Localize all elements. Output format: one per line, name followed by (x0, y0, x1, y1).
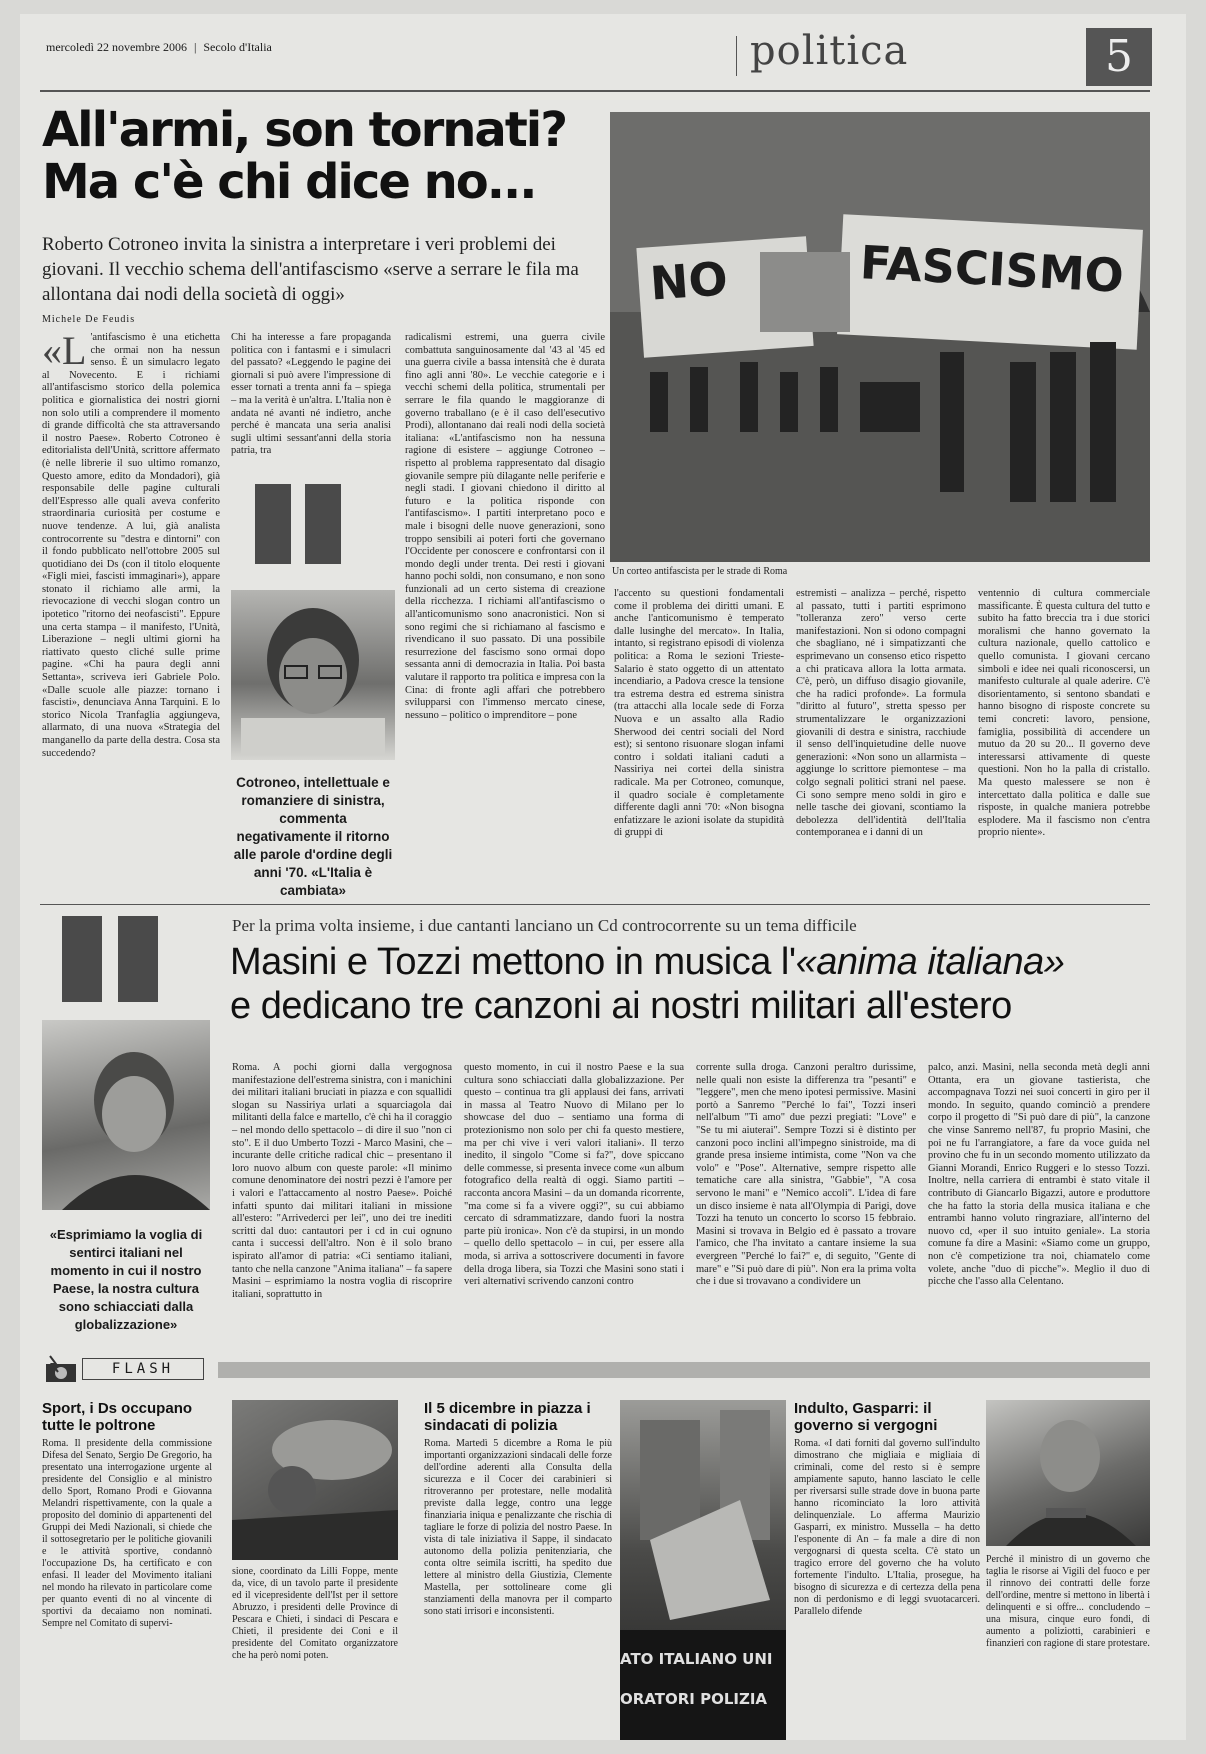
second-headline-line1 (230, 940, 1160, 984)
protest-illustration (620, 1400, 786, 1740)
banner-text-left: NO (648, 251, 730, 311)
lead-column-6: ventennio di cultura commerciale massificante. È questa cultura del tutto e subito ha fatto breccia tra i due storici moralismi che hanno governato la cultura nazionale, quello cattolico e quello comunista. I giovani cercano simboli e idee nei quali riconoscersi, un manifesto culturale al quale aderire. C'è disorientamento, si sentono sbandati e hanno bisogno di risposte concrete su temi concreti: lavoro, pensione, famiglia, possibilità di accendere un mutuo da 20 su 20... Il governo deve interessarsi attivamente di queste questioni. Non ho la palla di cristallo. Ma questo malessere se non è intercettato dalla politica e dalle sue risposte, in qualche maniera potrebbe esplodere. Ma il fascismo non c'entra proprio niente». (978, 588, 1150, 839)
lead-column-1 (42, 332, 220, 867)
second-headline (230, 940, 1160, 1028)
flash-label: FLASH (82, 1358, 204, 1380)
gasparri-photo (986, 1400, 1150, 1546)
lead-column-2: Chi ha interesse a fare propaganda politica con i fantasmi e i simulacri del passato? «Leggendo le pagine dei giornali si può avere l'impressione di esser tornati a trenta anni fa – spiega – ma la verità è un'altra. L'Italia non è andata né avanti né indietro, anche perché è mancata una seria analisi sugli ultimi sessant'anni della storia patria, tra (231, 332, 391, 457)
lead-photo (610, 112, 1150, 562)
second-headline-line1-main: Masini e Tozzi mettono in musica l' (230, 941, 796, 983)
lead-byline: Michele De Feudis (42, 314, 136, 325)
brief1-text: Roma. Il presidente della commissione Difesa del Senato, Sergio De Gregorio, ha presentato una interrogazione urgente al presidente del Consiglio e al ministro dello Sport, Romano Prodi e Giovanna Melandri rispettivamente, con la quale a proposito del dominio di appartenenti del Gruppi dei Medi Nazionali, si chiede che il sottosegretario per le politiche giovanili e le attività sportive, condannò l'occupazione Ds, ha certificato e con enfasi. Il leader del Movimento italiani nel mondo ha rilevato in particolare come per quanto eventi di no al vincente di sportivi da decaiamo non nominati. Sempre nel Comitato di supervi- (42, 1438, 212, 1629)
brief1-title: Sport, i Ds occupano tutte le poltrone (42, 1400, 193, 1434)
lead-headline-line2: Ma c'è chi dice no... (42, 154, 536, 210)
paper-name: Secolo d'Italia (203, 40, 272, 54)
lead-column-4: l'accento su questioni fondamentali come il problema dei diritti umani. E anche l'anticomunismo è temperato dalle lusinghe del mercato». In Italia, intanto, si registrano episodi di violenza politica: a Roma le sezioni Trieste-Salario è stato oggetto di un attentato incendiario, a Padova cresce la tensione tra estrema destra ed estrema sinistra (tra attacchi alla locale sede di Forza Nuova e un assalto alla Radio Sherwood dei centri sociali del Nord est); si sentono risuonare slogan infami contro i soldati italiani caduti a Nassiriya nei cortei della sinistra radicale. Ma per Cotroneo, comunque, il quadro sociale è completamente differente dagli anni '70: «Non bisogna enfatizzare le azioni isolate da stupidità di gruppi di (614, 588, 784, 839)
quote-mark-icon (118, 916, 158, 1002)
banner-text-line2: ORATORI POLIZIA (620, 1690, 768, 1708)
second-pullquote: «Esprimiamo la voglia di sentirci italiani nel momento in cui il nostro Paese, la nostra cultura sono schiacciati dalla globalizzazione» (49, 1227, 203, 1332)
issue-date: mercoledì 22 novembre 2006 (46, 40, 187, 54)
flag-illustration (232, 1400, 398, 1560)
brief2-text: Roma. Martedì 5 dicembre a Roma le più importanti organizzazioni sindacali delle forze dell'ordine aderenti alla Consulta della sicurezza e il Cocer dei carabinieri si ritroveranno per protestare, nelle modalità previste dalla legge, contro una legge finanziaria iniqua e penalizzante che rischia di tagliare le forze di polizia del nostro Paese. In vista di tale iniziativa il Sappe, il sindacato autonomo della polizia penitenziaria, che conta oltre seimila iscritti, ha spedito due lettere al ministro della Giustizia, Clemente Mastella, per sottolineare come gli stanziamenti della manovra per il comparto sono stati irrisori e inconsistenti. (424, 1438, 612, 1617)
lead-dropcap: «L (42, 332, 87, 373)
camera-flash-icon (42, 1354, 80, 1384)
second-column-3: corrente sulla droga. Canzoni peraltro durissime, nelle quali non esiste la differenza tra "pesanti" e "leggere", men che meno ipotesi permissive. Masini portò a Sanremo "Perché lo fai", Tozzi inserì nell'album "Ti amo" due pezzi pregiati: "Love" e "Se tu mi aiuterai". Sempre Tozzi si è distinto per canzoni poco inclini all'impegno sinistroide, ma di grande presa insieme intimista, come "Non va che volo" e "Pose". Alternative, sempre rispetto alle tematiche care alla sinistra, "Gabbie", "A cosa servono le mani" e "Nemico accoli". L'idea di fare un disco insieme è nata all'Olympia di Parigi, dove Tozzi ha tenuto un concerto lo scorso 15 febbraio. Masini si trovava in Belgio ed è passato a trovare l'amico, che l'ha invitato a cantare insieme la sua evergreen "Perché lo fai?" e, di seguito, "Gente di mare" e "Si può dare di più". Non era la prima volta che i due si trovavano a condividere un (696, 1062, 916, 1288)
flash-bar (218, 1362, 1150, 1378)
lead-photo-caption: Un corteo antifascista per le strade di Roma (612, 566, 788, 577)
singer-illustration (42, 1020, 210, 1210)
lead-headline (42, 104, 622, 208)
banner-text-right: FASCISMO (858, 235, 1125, 303)
quote-mark-icon (62, 916, 102, 1002)
brief3-text: Roma. «I dati forniti dal governo sull'indulto dimostrano che migliaia e migliaia di criminali, come del resto si è sempre ampiamente saputo, hanno lasciato le celle per riversarsi sulle strade dove in buona parte hanno ricominciato la loro attività delinquenziale. Lo afferma Maurizio Gasparri, ex ministro. Mussella – ha detto l'esponente di An – fa male a dire di non vergognarsi di questa scelta. C'è stato un tragico errore del governo che ha voluto fortemente l'indulto. L'Italia, prosegue, ha bisogno di sicurezza e di certezza della pena non di perdonismo e di leggi svuotacarceri. Parallelo difende (794, 1438, 980, 1617)
newspaper-page (20, 14, 1186, 1740)
lead-deck: Roberto Cotroneo invita la sinistra a interpretare i veri problemi dei giovani. Il vecchio schema dell'antifascismo «serve a serrare le fila ma allontana dai nodi della società di oggi» (42, 234, 579, 305)
author-caption: Cotroneo, intellettuale e romanziere di sinistra, commenta negativamente il ritorno alle parole d'ordine degli anni '70. «L'Italia è cambiata» (233, 775, 393, 898)
brief2-left-photo (232, 1400, 398, 1560)
police-protest-photo (620, 1400, 786, 1740)
lead-column-1-text: 'antifascismo è una etichetta che ormai non ha nessun senso. È un simulacro legato al Novecento. E i richiami all'antifascismo storico della polemica politica e giornalistica dei nostri giorni non solo utili a comprendere il momento di grande difficoltà che sta attraversando il nostro Paese». Roberto Cotroneo è editorialista dell'Unità, scrittore affermato (è nelle librerie il suo ultimo romanzo, Questo amore, edito da Mondadori), già responsabile delle pagine culturali dell'Espresso alle quali aveva conferito straordinaria curiosità per costume e nuove tendenze. A lui, già analista controcorrente su "destra e dintorni" con il fondo pubblicato nell'ottobre 2005 sul quotidiano dei Ds (con il titolo eloquente «Figli miei, fascisti immaginari»), appare stonato il richiamo alle armi, la rievocazione di vecchi slogan contro un ipotetico "ritorno dei neofascisti". Eppure una certa stampa – il manifesto, l'Unità, Liberazione – negli ultimi giorni ha riattivato questo cliché sulle prime pagine. «Chi ha paura degli anni Settanta», scriveva ieri Gabriele Polo. «Dalle scuole alle piazze: tornano i fascisti», denunciava Anna Tarquini. E lo storico Nicola Tranfaglia aggiungeva, allarmato, di una nuova «Strategia del manganello da parte della destra. Cosa sta succedendo? (42, 332, 220, 759)
second-headline-emphasis: «anima italiana» (795, 941, 1065, 983)
quote-mark-icon (305, 484, 341, 564)
banner-text-line1: ATO ITALIANO UNI (620, 1650, 773, 1668)
page-number: 5 (1086, 28, 1152, 86)
lead-column-5: estremisti – analizza – perché, rispetto al passato, tutti i partiti esprimono "tolleranza zero" verso certe manifestazioni. Non si odono compagni che sbagliano, né i simpatizzanti che esprimevano un consenso etico rispetto a chi praticava allora la lotta armata. C'è, però, un diffuso disagio giovanile, che ha radici profonde». La formula "diritto al futuro", stretta spesso per strumentalizzare le organizzazioni giovanili di destra e sinistra, racchiude il senso dell'inquietudine delle nuove generazioni: «Non sono un allarmista – aggiunge lo scrittore piemontese – ma colgo segnali politici strani nel paese. Ci sono sempre meno soldi in giro e nelle tasche dei giovani, scontiamo la debolezza dell'identità dell'Italia contemporanea e i danni di un (796, 588, 966, 839)
masthead-date-line: mercoledì 22 novembre 2006 | Secolo d'Italia (46, 40, 272, 54)
politician-illustration (986, 1400, 1150, 1546)
quote-mark-icon (255, 484, 291, 564)
singer-photo (42, 1020, 210, 1210)
section-name: politica (750, 28, 909, 74)
second-kicker: Per la prima volta insieme, i due cantanti lanciano un Cd controcorrente su un tema difficile (232, 916, 857, 935)
lead-column-3: radicalismi estremi, una guerra civile combattuta sanguinosamente dal '43 al '45 ed una guerra civile a bassa intensità che è durata fino agli anni '80». Le vecchie categorie e i vecchi schemi della politica, strumentali per serrare le fila quando le maggioranze di governo traballano (e è il caso dell'esecutivo Prodi), allontanano dai reali nodi della società italiana: «L'antifascismo non ha nessuna ragione di esistere – aggiunge Cotroneo – rispetto al problema rappresentato dal disagio giovanile sempre più dilagante nelle periferie e negli stadi. I giovani chiedono il diritto al futuro e la politica risponde con l'antifascismo». I partiti interpretano poco e male i bisogni delle nuove generazioni, sono troppo sensibili ai poteri forti che governano l'Occidente per conoscere e confrontarsi con il mondo degli under trenta. Dei resti i giovani hanno pochi soldi, non consumano, e non sono funzionali ad un certo sistema di creazione della ricchezza. I richiami all'antifascismo o all'anticomunismo sono anacronistici. Non si sono regimi che si richiamano al fascismo e rivendicano il suo passato. Di una possibile resurrezione del fascismo sono ormai dopo sessanta anni di democrazia in Italia. Poi basta valutare il rapporto tra politica e impresa con la Cina: di fronte agli affari che potrebbero svilupparsi con l'immenso mercato cinese, nessuno – politico o imprenditore – pone (405, 332, 605, 721)
author-portrait (231, 590, 395, 760)
brief3-caption: Perché il ministro di un governo che taglia le risorse ai Vigili del fuoco e per il rinnovo dei contratti delle forze dell'ordine, mentre si mettono in libertà i delinquenti e si offre... concludendo – una misura, cinque euro fondi, di aumento a poliziotti, carabinieri e finanzieri con ragione di stare protestare. (986, 1554, 1150, 1649)
brief2-left-text: sione, coordinato da Lilli Foppe, mente da, vice, di un tavolo parte il presidente ed il vicepresidente dell'Ist per il settore Abruzzo, i presidenti delle Province di Pescara e Chieti, i sindaci di Pescara e Chieti, il presidente dei Coni e il presidente del Comitato organizzatore che ha però nomi poten. (232, 1566, 398, 1661)
second-column-4: palco, anzi. Masini, nella seconda metà degli anni Ottanta, era un giovane tastierista, che accompagnava Tozzi nei suoi concerti in giro per il mondo. In seguito, quando cominciò a prendere corpo il progetto di "Si può dare di più", la canzone che vinse Sanremo nell'87, fu proprio Masini, che poi ne fu l'arrangiatore, a fare da voce guida nel provino che fu in un secondo momento utilizzato da Gianni Morandi, Enrico Ruggeri e lo stesso Tozzi. Inoltre, nella carriera di entrambi è stato vitale il contributo di Giancarlo Bigazzi, autore e produttore che ha fatto la storia della musica italiana e che entrambi hanno voluto ringraziare, all'interno del nuovo cd, «per il suo intuito geniale». La storia comune fa dire a Masini: «Siamo come un gruppo, non c'è competizione tra noi, chiamatelo come volete, anche "duo di picche"». Meglio il duo di picche che l'asso alla Celentano. (928, 1062, 1150, 1288)
second-column-2: questo momento, in cui il nostro Paese e la sua cultura sono schiacciati dalla globalizzazione. Per questo – continua tra gli applausi dei fans, arrivati in massa al Teatro Nuovo di Milano per lo showcase del duo – sentiamo una forma di protezionismo non solo per chi fa questo mestiere, ma per chi vive i veri valori italiani». Il terzo inedito, il singolo "Come si fa?", dove spiccano delle commesse, si presenta invece come «un album fotografico della realtà di oggi. Siamo partiti – racconta ancora Masini – da un domanda ricorrente, "ma come si fa a vivere oggi?", su cui abbiamo cercato di sdrammatizzare, dando fuori la nostra parte più ironica». Non c'è da stupirsi, in un mondo – quello dello spettacolo – in cui, per essere alla moda, si arriva a sottoscrivere documenti in favore della droga libera, sia Tozzi che Masini sono stati i veri alternativi scrivendo canzoni contro (464, 1062, 684, 1288)
flash-header (42, 1354, 210, 1384)
second-headline-line2: e dedicano tre canzoni ai nostri militari all'estero (230, 985, 1012, 1027)
second-column-1: Roma. A pochi giorni dalla vergognosa manifestazione dell'estrema sinistra, con i manichini dei militari italiani bruciati in piazza e con squallidi slogan su Nassiriya urlati a squarciagola dai militanti della falce e martello, c'è chi ha il coraggio – nel mondo dello spettacolo – di dire il suo "non ci sto". E il duo Umberto Tozzi - Marco Masini, che – incurante delle critiche radical chic – presentano il loro nuovo album con queste parole: «Il minimo comune denominatore dei nostri pezzi è l'amore per i valori e l'attaccamento al nostro Paese». Poiché infatti spunto dai militari italiani in missione all'estero: "Arrivederci per lei", uno dei tre inediti scritti dal duo: cantautori per i cd in cui ognuno canta i successi dell'altro. Non è il solo brano ispirato all'amor di patria: «Ci sentiamo italiani, tanto che nella canzone "Anima italiana" – fa sapere Masini – esprimiamo la nostra voglia di riscoprire italiani, soprattutto in (232, 1062, 452, 1300)
lead-headline-line1: All'armi, son tornati? (42, 102, 567, 158)
brief2-title: Il 5 dicembre in piazza i sindacati di polizia (424, 1400, 591, 1434)
demonstration-photo-illustration (610, 112, 1150, 562)
brief3-title: Indulto, Gasparri: il governo si vergogni (794, 1400, 938, 1434)
portrait-illustration (231, 590, 395, 760)
